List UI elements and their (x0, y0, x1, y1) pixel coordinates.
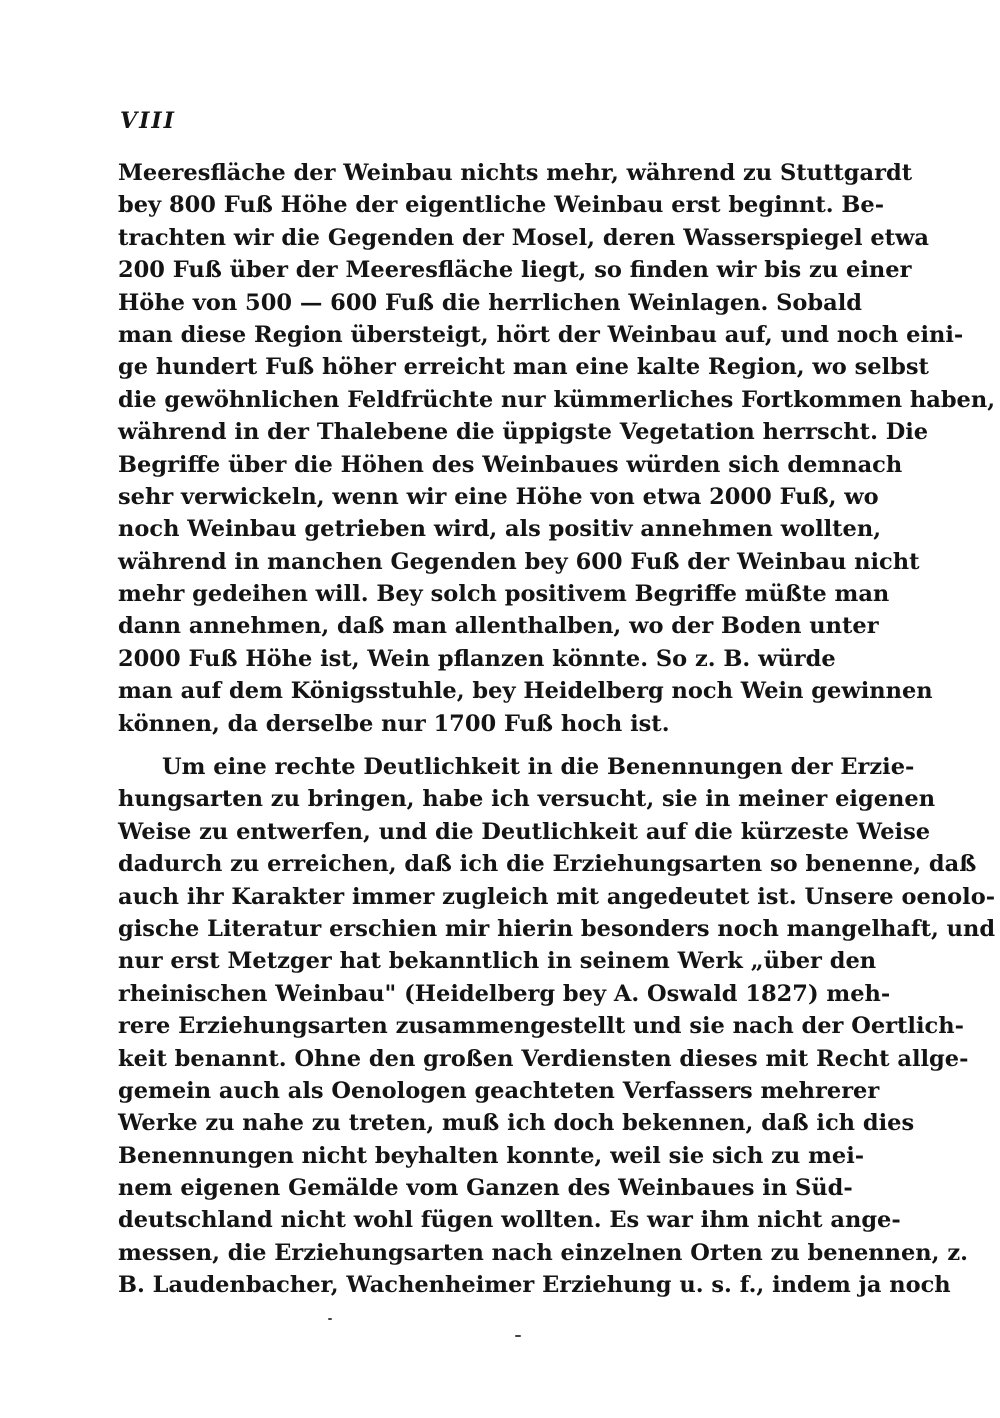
text-line: keit benannt. Ohne den großen Verdiensten dieses mit Recht allge- (118, 1045, 969, 1072)
page-number: VIII (120, 108, 176, 134)
scan-speck (515, 1335, 521, 1337)
text-line: rheinischen Weinbau" (Heidelberg bey A. Oswald 1827) meh- (118, 980, 891, 1007)
text-line: können, da derselbe nur 1700 Fuß hoch ist. (118, 710, 670, 737)
text-line: Höhe von 500 — 600 Fuß die herrlichen Weinlagen. Sobald (118, 289, 863, 316)
text-line: trachten wir die Gegenden der Mosel, deren Wasserspiegel etwa (118, 224, 929, 251)
text-line: 2000 Fuß Höhe ist, Wein pflanzen könnte. So z. B. würde (118, 645, 836, 672)
text-line: gemein auch als Oenologen geachteten Verfassers mehrerer (118, 1077, 880, 1104)
text-line: 200 Fuß über der Meeresfläche liegt, so finden wir bis zu einer (118, 257, 912, 284)
text-line: nur erst Metzger hat bekanntlich in seinem Werk „über den (118, 948, 877, 975)
text-line: man diese Region übersteigt, hört der Weinbau auf, und noch eini- (118, 321, 964, 348)
paragraph-2 (118, 751, 996, 1302)
text-line: rere Erziehungsarten zusammengestellt und sie nach der Oertlich- (118, 1013, 964, 1040)
text-line: man auf dem Königsstuhle, bey Heidelberg noch Wein gewinnen (118, 678, 933, 705)
text-line: dadurch zu erreichen, daß ich die Erziehungsarten so benenne, daß (118, 851, 977, 878)
scan-speck (328, 1318, 332, 1320)
text-line: während in der Thalebene die üppigste Vegetation herrscht. Die (118, 419, 929, 446)
text-line: B. Laudenbacher, Wachenheimer Erziehung u. s. f., indem ja noch (118, 1272, 951, 1299)
text-line: Um eine rechte Deutlichkeit in die Benennungen der Erzie- (162, 754, 915, 780)
text-line: deutschland nicht wohl fügen wollten. Es war ihm nicht ange- (118, 1207, 901, 1234)
text-line: auch ihr Karakter immer zugleich mit angedeutet ist. Unsere oenolo- (118, 883, 996, 910)
text-line: Weise zu entwerfen, und die Deutlichkeit auf die kürzeste Weise (118, 818, 931, 845)
text-line: die gewöhnlichen Feldfrüchte nur kümmerliches Fortkommen haben, (118, 386, 996, 413)
text-line: messen, die Erziehungsarten nach einzelnen Orten zu benennen, z. (118, 1239, 968, 1266)
paragraph-1 (118, 157, 996, 740)
text-line: Benennungen nicht beyhalten konnte, weil sie sich zu mei- (118, 1142, 865, 1169)
text-line: hungsarten zu bringen, habe ich versucht, sie in meiner eigenen (118, 786, 936, 813)
text-line: dann annehmen, daß man allenthalben, wo der Boden unter (118, 613, 879, 640)
text-line: während in manchen Gegenden bey 600 Fuß der Weinbau nicht (118, 548, 920, 575)
text-line: nem eigenen Gemälde vom Ganzen des Weinbaues in Süd- (118, 1175, 853, 1202)
text-line: Meeresfläche der Weinbau nichts mehr, während zu Stuttgardt (118, 160, 913, 186)
text-line: noch Weinbau getrieben wird, als positiv annehmen wollten, (118, 516, 882, 543)
text-line: ge hundert Fuß höher erreicht man eine kalte Region, wo selbst (118, 354, 929, 381)
text-line: sehr verwickeln, wenn wir eine Höhe von etwa 2000 Fuß, wo (118, 483, 879, 510)
text-line: Werke zu nahe zu treten, muß ich doch bekennen, daß ich dies (118, 1110, 915, 1137)
text-line: mehr gedeihen will. Bey solch positivem Begriffe müßte man (118, 581, 890, 608)
text-line: bey 800 Fuß Höhe der eigentliche Weinbau erst beginnt. Be- (118, 192, 885, 219)
text-line: gische Literatur erschien mir hierin besonders noch mangelhaft, und (118, 915, 996, 942)
text-line: Begriffe über die Höhen des Weinbaues würden sich demnach (118, 451, 903, 478)
